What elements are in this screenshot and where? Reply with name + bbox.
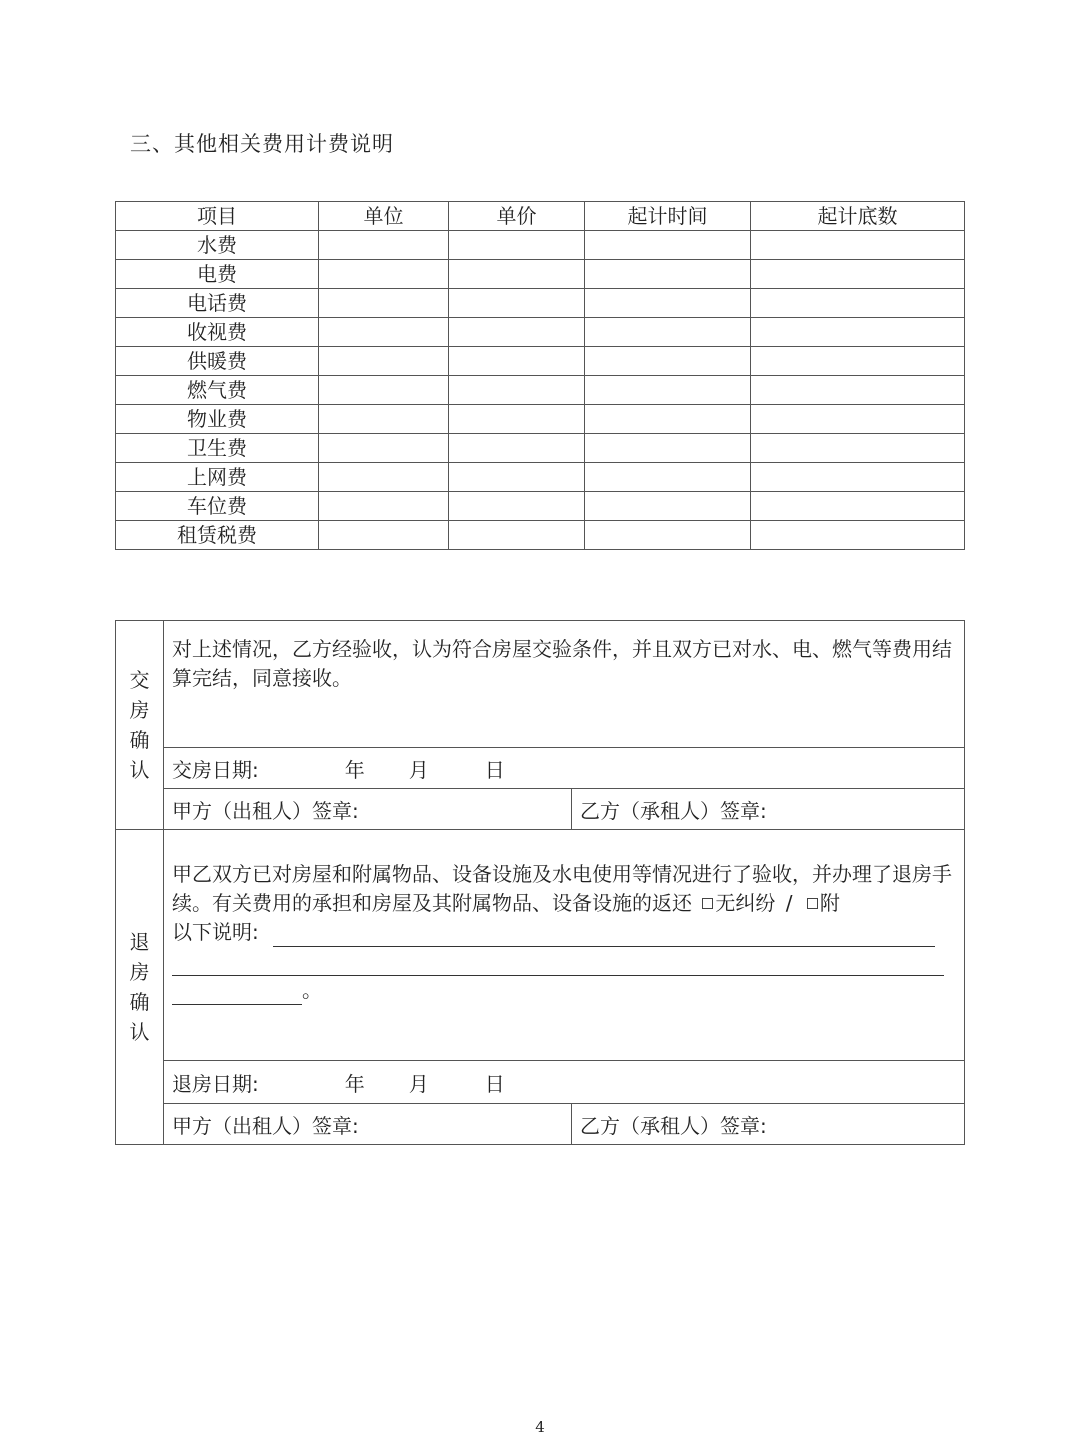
fee-unit-cell[interactable]: [319, 434, 449, 463]
fee-row: [116, 289, 965, 318]
fee-start-time-cell[interactable]: [585, 260, 751, 289]
fee-start-reading-cell[interactable]: [751, 318, 965, 347]
return-label-char: 房: [129, 960, 150, 984]
fee-row: [116, 492, 965, 521]
fee-unit-price-cell[interactable]: [449, 260, 585, 289]
fee-item-name: 燃气费: [116, 376, 319, 405]
fee-item-name: 物业费: [116, 405, 319, 434]
end-mark: 。: [302, 978, 322, 1002]
header-unit-price: 单价: [449, 202, 585, 231]
return-party-b-signature: 乙方（承租人）签章:: [572, 1104, 965, 1145]
header-unit: 单位: [319, 202, 449, 231]
fee-unit-price-cell[interactable]: [449, 434, 585, 463]
fee-start-reading-cell[interactable]: [751, 434, 965, 463]
return-label-char: 退: [129, 930, 150, 954]
return-day: 日: [484, 1071, 505, 1096]
fee-start-time-cell[interactable]: [585, 318, 751, 347]
handover-date-row: [164, 748, 965, 789]
fee-unit-cell[interactable]: [319, 492, 449, 521]
fee-row: [116, 231, 965, 260]
return-statement: [164, 830, 965, 1061]
fee-table-header: [116, 202, 965, 231]
fee-unit-cell[interactable]: [319, 260, 449, 289]
explanation-line[interactable]: [273, 926, 935, 947]
handover-year: 年: [344, 757, 365, 782]
fee-unit-price-cell[interactable]: [449, 318, 585, 347]
fee-start-time-cell[interactable]: [585, 492, 751, 521]
return-label-char: 认: [129, 1020, 150, 1044]
handover-day: 日: [484, 757, 505, 782]
return-month: 月: [408, 1071, 429, 1096]
fee-start-reading-cell[interactable]: [751, 231, 965, 260]
fee-row: [116, 347, 965, 376]
fee-unit-price-cell[interactable]: [449, 492, 585, 521]
attached-label: 附: [819, 891, 840, 915]
fee-start-reading-cell[interactable]: [751, 492, 965, 521]
header-item: 项目: [116, 202, 319, 231]
header-start-reading: 起计底数: [751, 202, 965, 231]
section-title: 三、其他相关费用计费说明: [130, 132, 394, 156]
fee-start-time-cell[interactable]: [585, 521, 751, 550]
fee-unit-cell[interactable]: [319, 463, 449, 492]
page-number: 4: [535, 1418, 545, 1436]
fee-unit-price-cell[interactable]: [449, 405, 585, 434]
return-date-row: [164, 1061, 965, 1104]
fee-unit-cell[interactable]: [319, 318, 449, 347]
explanation-line[interactable]: [172, 951, 944, 976]
fee-start-reading-cell[interactable]: [751, 347, 965, 376]
handover-label: [116, 621, 164, 830]
fee-unit-cell[interactable]: [319, 347, 449, 376]
fee-row: [116, 405, 965, 434]
fee-start-time-cell[interactable]: [585, 376, 751, 405]
fee-unit-cell[interactable]: [319, 521, 449, 550]
fee-start-reading-cell[interactable]: [751, 376, 965, 405]
fee-item-name: 卫生费: [116, 434, 319, 463]
fee-item-name: 电费: [116, 260, 319, 289]
fee-start-reading-cell[interactable]: [751, 521, 965, 550]
fee-unit-price-cell[interactable]: [449, 289, 585, 318]
return-explanation-label: 以下说明:: [172, 920, 259, 944]
fee-unit-cell[interactable]: [319, 231, 449, 260]
fee-unit-cell[interactable]: [319, 289, 449, 318]
fee-unit-price-cell[interactable]: [449, 376, 585, 405]
return-party-a-signature: 甲方（出租人）签章:: [164, 1104, 572, 1145]
fee-start-reading-cell[interactable]: [751, 289, 965, 318]
handover-party-b-signature: 乙方（承租人）签章:: [572, 789, 965, 830]
fee-unit-cell[interactable]: [319, 376, 449, 405]
handover-label-char: 交: [129, 668, 150, 692]
fee-row: [116, 463, 965, 492]
fee-item-name: 上网费: [116, 463, 319, 492]
fee-row: [116, 434, 965, 463]
fee-start-time-cell[interactable]: [585, 463, 751, 492]
option-separator: /: [785, 891, 793, 915]
fee-unit-price-cell[interactable]: [449, 347, 585, 376]
fee-row: [116, 260, 965, 289]
fee-unit-price-cell[interactable]: [449, 231, 585, 260]
handover-statement: 对上述情况，乙方经验收，认为符合房屋交验条件，并且双方已对水、电、燃气等费用结算完结，同意接收。: [164, 621, 965, 748]
fee-item-name: 收视费: [116, 318, 319, 347]
return-label: [116, 830, 164, 1145]
fee-item-name: 电话费: [116, 289, 319, 318]
fee-unit-cell[interactable]: [319, 405, 449, 434]
fee-start-reading-cell[interactable]: [751, 260, 965, 289]
handover-label-char: 认: [129, 758, 150, 782]
handover-label-char: 确: [129, 728, 150, 752]
return-label-char: 确: [129, 990, 150, 1014]
fee-start-reading-cell[interactable]: [751, 405, 965, 434]
fee-item-name: 供暖费: [116, 347, 319, 376]
no-dispute-checkbox[interactable]: [702, 898, 713, 909]
fee-start-reading-cell[interactable]: [751, 463, 965, 492]
fee-row: [116, 318, 965, 347]
fee-table: [115, 201, 965, 550]
handover-party-a-signature: 甲方（出租人）签章:: [164, 789, 572, 830]
handover-date-label: 交房日期:: [172, 757, 259, 782]
header-start-time: 起计时间: [585, 202, 751, 231]
handover-label-char: 房: [129, 698, 150, 722]
fee-start-time-cell[interactable]: [585, 231, 751, 260]
fee-table-body: [116, 231, 965, 550]
fee-unit-price-cell[interactable]: [449, 463, 585, 492]
fee-unit-price-cell[interactable]: [449, 521, 585, 550]
return-date-label: 退房日期:: [172, 1071, 259, 1096]
fee-start-time-cell[interactable]: [585, 347, 751, 376]
attached-checkbox[interactable]: [807, 898, 818, 909]
fee-item-name: 车位费: [116, 492, 319, 521]
fee-item-name: 水费: [116, 231, 319, 260]
confirmation-table: [115, 620, 965, 1145]
handover-month: 月: [408, 757, 429, 782]
explanation-line[interactable]: [172, 978, 302, 1005]
fee-start-time-cell[interactable]: [585, 405, 751, 434]
return-statement-text: 甲乙双方已对房屋和附属物品、设备设施及水电使用等情况进行了验收，并办理了退房手续。有关费用的承担和房屋及其附属物品、设备设施的返还: [172, 862, 952, 915]
fee-row: [116, 376, 965, 405]
fee-row: [116, 521, 965, 550]
return-year: 年: [344, 1071, 365, 1096]
fee-item-name: 租赁税费: [116, 521, 319, 550]
no-dispute-label: 无纠纷: [715, 891, 776, 915]
fee-start-time-cell[interactable]: [585, 434, 751, 463]
fee-start-time-cell[interactable]: [585, 289, 751, 318]
